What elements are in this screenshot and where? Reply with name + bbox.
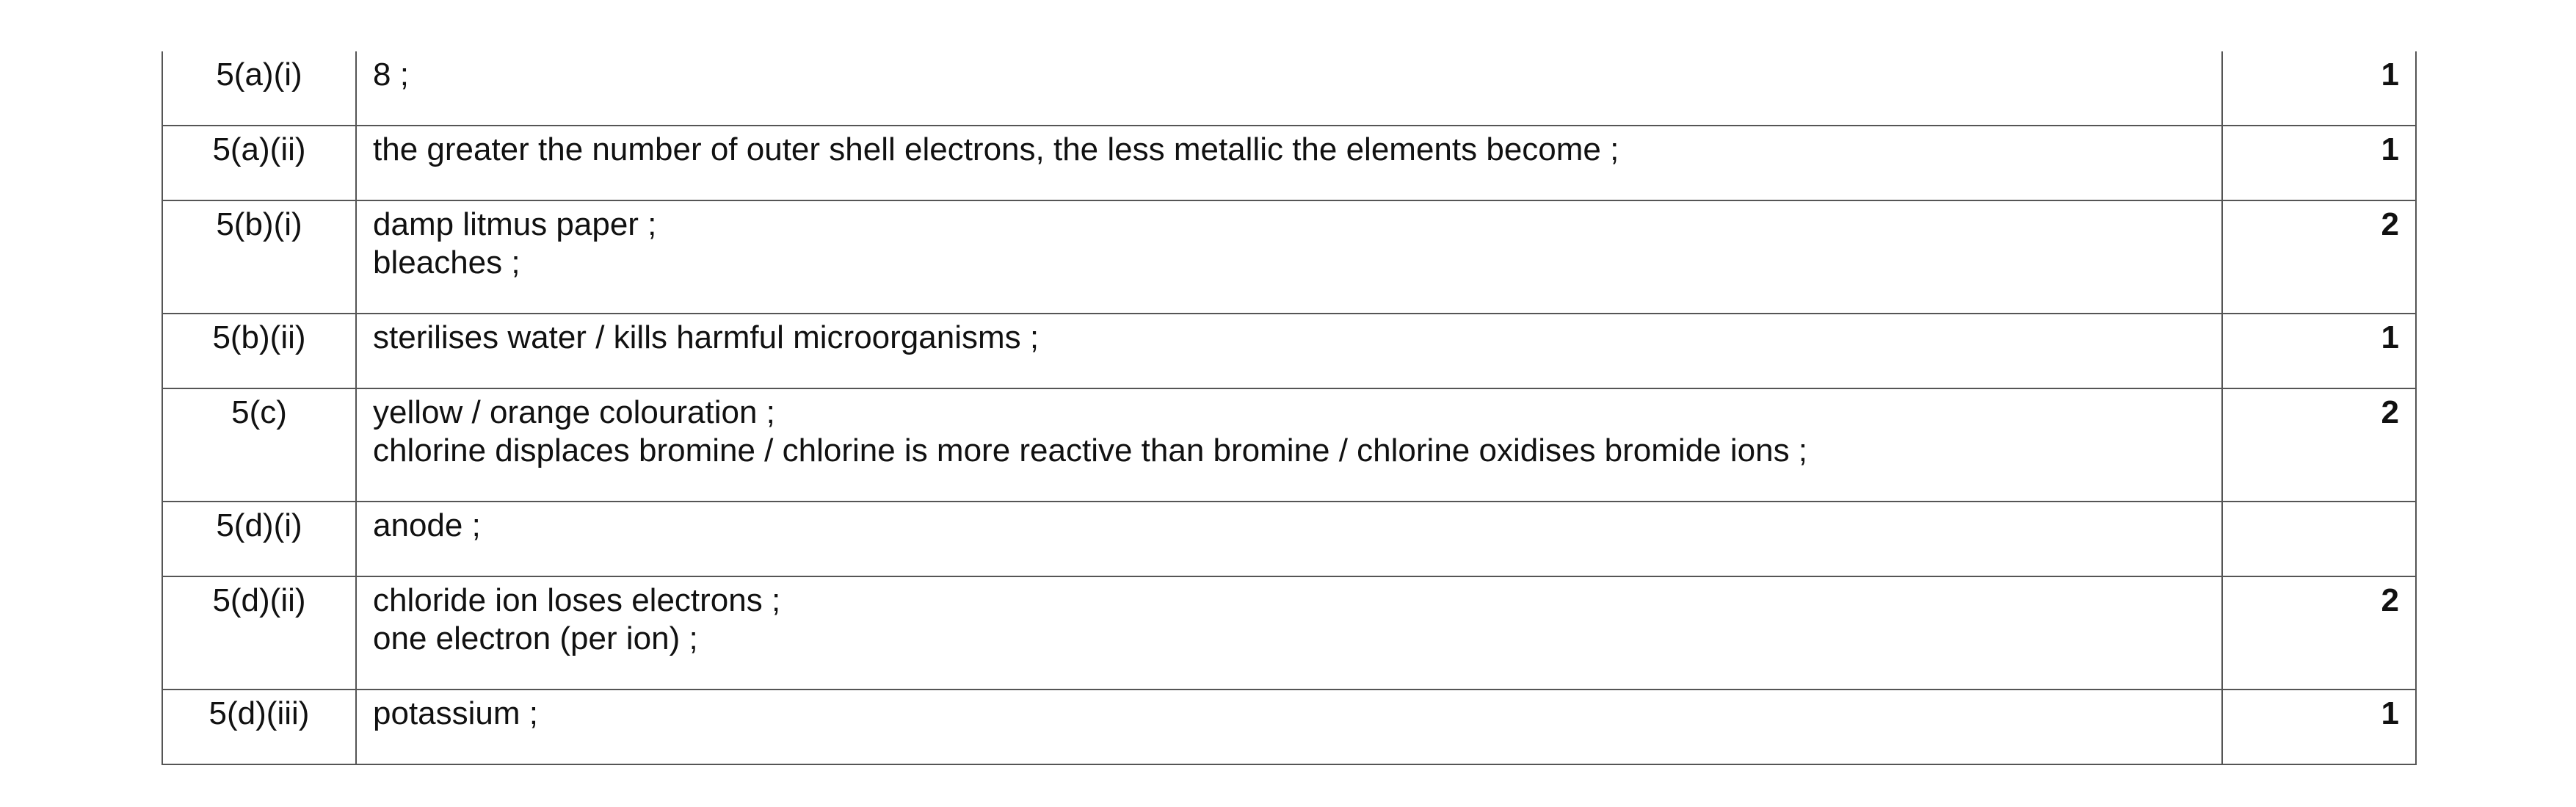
table-row (162, 576, 2416, 690)
answer-line: bleaches ; (373, 245, 520, 281)
table-row (162, 388, 2416, 502)
answer-cell (356, 314, 2222, 388)
answer-line: one electron (per ion) ; (373, 620, 698, 656)
table-row (162, 690, 2416, 764)
answer-cell (356, 200, 2222, 314)
question-number: 5(d)(iii) (162, 690, 356, 764)
answer-cell (356, 51, 2222, 126)
marks-cell: 2 (2222, 388, 2416, 502)
table-row (162, 51, 2416, 126)
question-number: 5(a)(ii) (162, 126, 356, 200)
marks-cell: 1 (2222, 690, 2416, 764)
marks-cell (2222, 502, 2416, 576)
answer-cell (356, 690, 2222, 764)
mark-scheme-table (162, 51, 2417, 765)
marks-cell: 1 (2222, 51, 2416, 126)
answer-line: anode ; (373, 507, 481, 543)
answer-cell (356, 502, 2222, 576)
table-row (162, 502, 2416, 576)
question-number: 5(b)(i) (162, 200, 356, 314)
answer-line: sterilises water / kills harmful microorganisms ; (373, 319, 1040, 355)
question-number: 5(a)(i) (162, 51, 356, 126)
marks-cell: 2 (2222, 576, 2416, 690)
question-number: 5(b)(ii) (162, 314, 356, 388)
marks-cell: 1 (2222, 126, 2416, 200)
question-number: 5(c) (162, 388, 356, 502)
answer-line: chlorine displaces bromine / chlorine is more reactive than bromine / chlorine oxidises bromide ions ; (373, 433, 1808, 468)
table-row (162, 200, 2416, 314)
answer-line: yellow / orange colouration ; (373, 394, 775, 430)
answer-line: damp litmus paper ; (373, 206, 657, 242)
answer-cell (356, 126, 2222, 200)
table-row (162, 314, 2416, 388)
question-number: 5(d)(i) (162, 502, 356, 576)
answer-cell (356, 576, 2222, 690)
marks-cell: 2 (2222, 200, 2416, 314)
answer-cell (356, 388, 2222, 502)
table-row (162, 126, 2416, 200)
answer-line: potassium ; (373, 695, 538, 731)
marks-cell: 1 (2222, 314, 2416, 388)
answer-line: 8 ; (373, 57, 409, 93)
answer-line: the greater the number of outer shell electrons, the less metallic the elements become ; (373, 131, 1619, 167)
answer-line: chloride ion loses electrons ; (373, 582, 781, 618)
question-number: 5(d)(ii) (162, 576, 356, 690)
